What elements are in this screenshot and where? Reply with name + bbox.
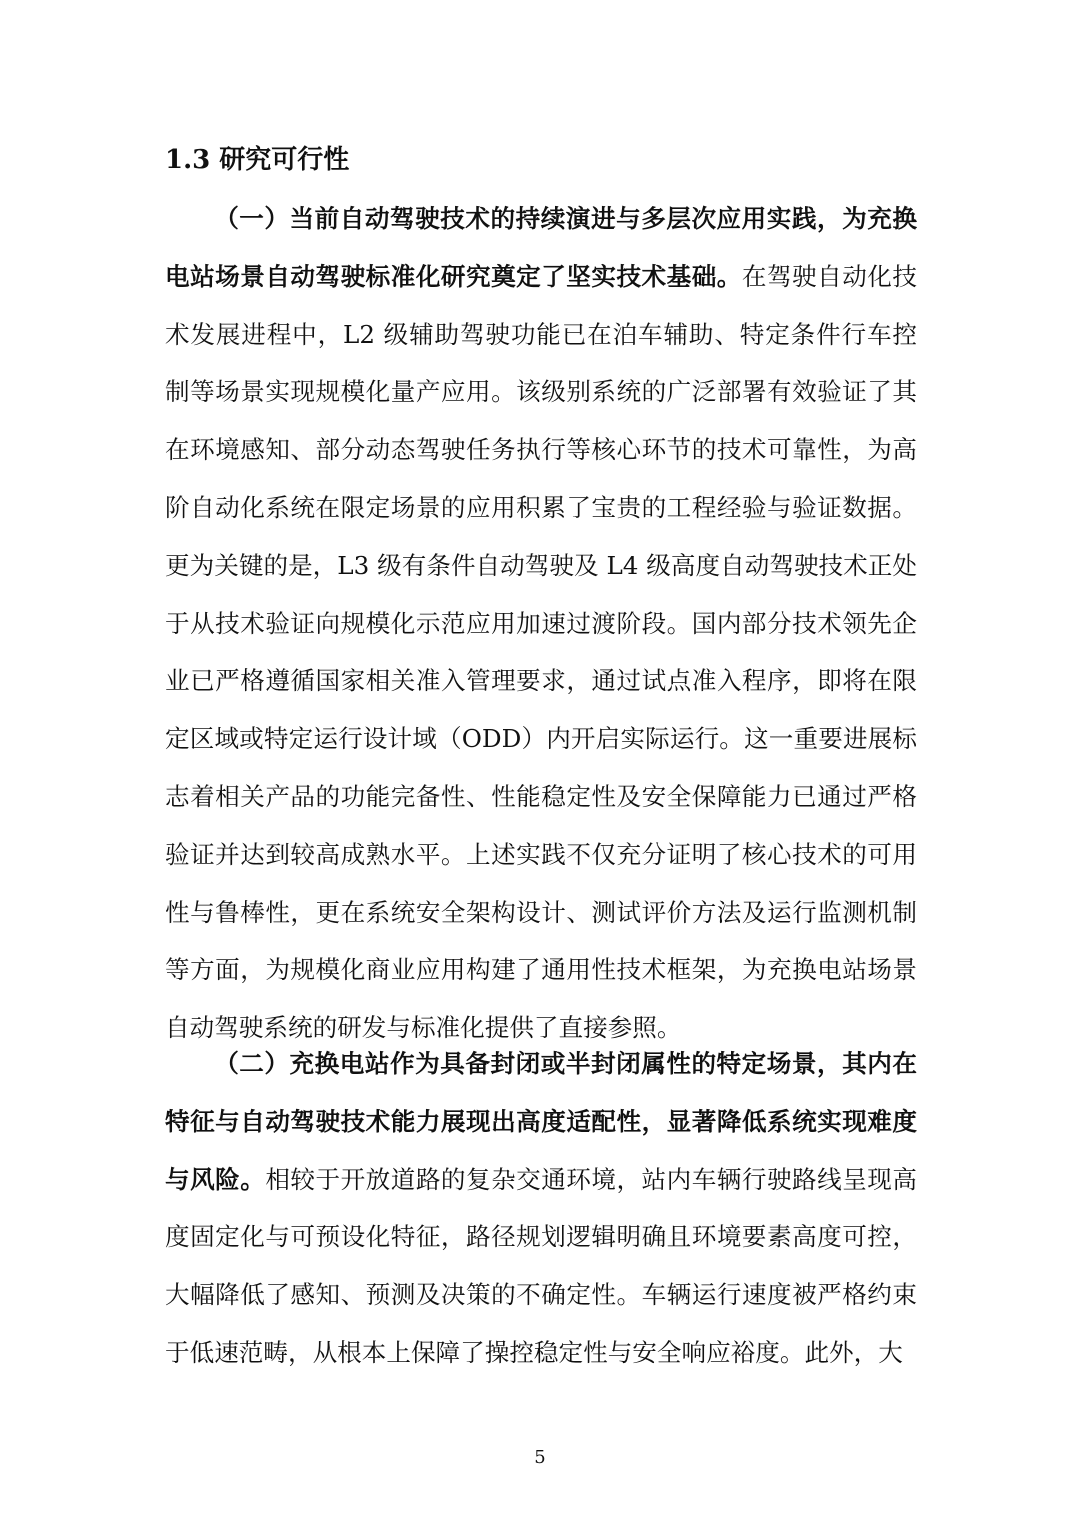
paragraph-body: 相较于开放道路的复杂交通环境，站内车辆行驶路线呈现高度固定化与可预设化特征，路径规划逻辑明确且环境要素高度可控，大幅降低了感知、预测及决策的不确定性。车辆运行速度被严格约束于低速范畴，从根本上保障了操控稳定性与安全响应裕度。此外，大 xyxy=(165,1164,917,1367)
paragraph-body: 在驾驶自动化技术发展进程中，L2 级辅助驾驶功能已在泊车辅助、特定条件行车控制等场景实现规模化量产应用。该级别系统的广泛部署有效验证了其在环境感知、部分动态驾驶任务执行等核心环节的技术可靠性，为高阶自动化系统在限定场景的应用积累了宝贵的工程经验与验证数据。更为关键的是，L3 级有条件自动驾驶及 L4 级高度自动驾驶技术正处于从技术验证向规模化示范应用加速过渡阶段。国内部分技术领先企业已严格遵循国家相关准入管理要求，通过试点准入程序，即将在限定区域或特定运行设计域（ODD）内开启实际运行。这一重要进展标志着相关产品的功能完备性、性能稳定性及安全保障能力已通过严格验证并达到较高成熟水平。上述实践不仅充分证明了核心技术的可用性与鲁棒性，更在系统安全架构设计、测试评价方法及运行监测机制等方面，为规模化商业应用构建了通用性技术框架，为充换电站场景自动驾驶系统的研发与标准化提供了直接参照。 xyxy=(165,261,917,1043)
page-number: 5 xyxy=(534,1447,546,1468)
paragraph-lead: （一）当前自动驾驶技术的持续演进与多层次应用实践，为充换电站场景自动驾驶标准化研究奠定了坚实技术基础。 xyxy=(165,204,917,291)
paragraph-scenario-adaptability xyxy=(165,1035,917,1382)
section-heading: 1.3 研究可行性 xyxy=(165,145,350,175)
paragraph-technical-foundation xyxy=(165,190,917,1057)
paragraph-lead: （二）充换电站作为具备封闭或半封闭属性的特定场景，其内在特征与自动驾驶技术能力展现出高度适配性，显著降低系统实现难度与风险。 xyxy=(165,1049,917,1194)
